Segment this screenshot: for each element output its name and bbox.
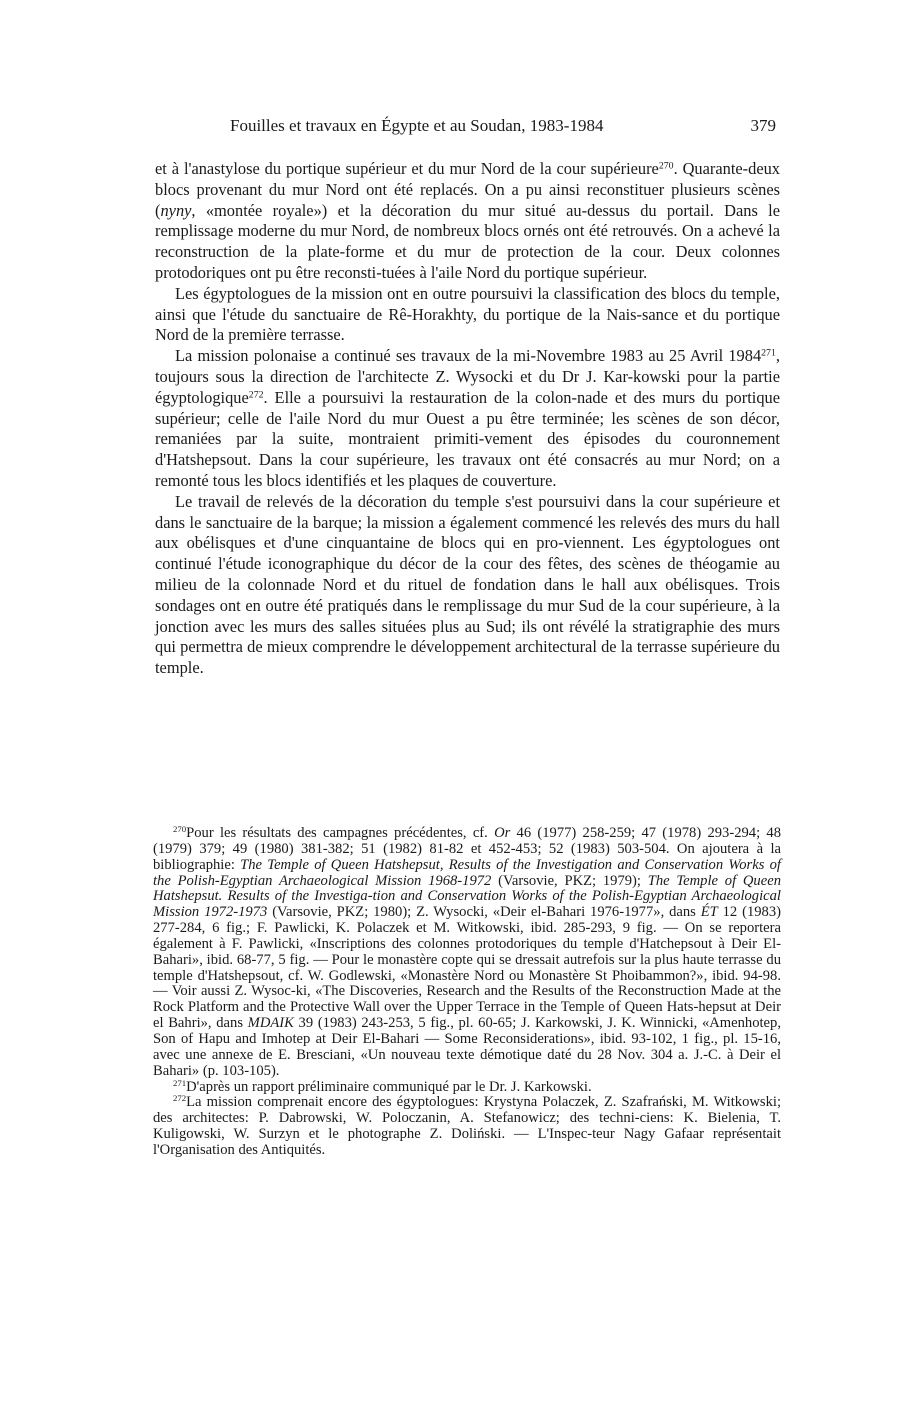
paragraph: Les égyptologues de la mission ont en outre poursuivi la classification des blocs du temple, ainsi que l'étude du sanctuaire de Rê-Horakhty, du portique de la Nais-sance et du portique Nord de la première terrasse. [155, 283, 780, 345]
page-number: 379 [750, 116, 776, 135]
footnote-ref[interactable]: 271 [761, 347, 776, 359]
footnote-270: $^{270}$Pour les résultats des campagnes précédentes, cf. Or 46 (1977) 258-259; 47 (1978) 293-294; 48 (1979) 379; 49 (1980) 381-382; 51 (1982) 81-82 et 452-453; 52 (1983) 503-504. On ajoutera à la bibliographie: The Temple of Queen Hatshepsut, Results of the Investigation and Conservation Works of the Polish-Egyptian Archaeological Mission 1968-1972 (Varsovie, PKZ; 1979); The Temple of Queen Hatshepsut. Results of the Investiga-tion and Conservation Works of the Polish-Egyptian Archaeological Mission 1972-1973 (Varsovie, PKZ; 1980); Z. Wysocki, «Deir el-Bahari 1976-1977», dans ÉT 12 (1983) 277-284, 6 fig.; F. Pawlicki, K. Polaczek et M. Witkowski, ibid. 285-293, 9 fig. — On se reportera également à F. Pawlicki, «Inscriptions des colonnes protodoriques du temple d'Hatchepsout à Deir El-Bahari», ibid. 68-77, 5 fig. — Pour le monastère copte qui se dressait autrefois sur la plus haute terrasse du temple d'Hatshepsout, cf. W. Godlewski, «Monastère Nord ou Monastère St Phoibammon?», ibid. 94-98. — Voir aussi Z. Wysoc-ki, «The Discoveries, Research and the Results of the Reconstruction Made at the Rock Platform and the Protective Wall over the Upper Terrace in the Temple of Queen Hats-hepsut at Deir el Bahri», dans MDAIK 39 (1983) 243-253, 5 fig., pl. 60-65; J. Karkowski, J. K. Winnicki, «Amenhotep, Son of Hapu and Imhotep at Deir El-Bahari — Some Reconsiderations», ibid. 93-102, 1 fig., pl. 15-16, avec une annexe de E. Bresciani, «Un nouveau texte démotique daté du 28 Nov. 304 a. J.-C. à Deir el Bahari» (p. 103-105). [153, 824, 781, 1079]
footnote-ref[interactable]: 272 [248, 389, 264, 401]
running-title: Fouilles et travaux en Égypte et au Soudan, 1983-1984 [230, 116, 604, 135]
footnote-ref[interactable]: 270 [658, 160, 674, 172]
paragraph: et à l'anastylose du portique supérieur et du mur Nord de la cour supérieure$^{270}$. Quarante-deux blocs provenant du mur Nord ont été replacés. On a pu ainsi reconstituer plusieurs scènes (nyny, «montée royale») et la décoration du mur situé au-dessus du portail. Dans le remplissage moderne du mur Nord, de nombreux blocs ornés ont été retrouvés. On a achevé la reconstruction de la plate-forme et du mur de protection de la cour. Deux colonnes protodoriques ont pu être reconsti-tuées à l'aile Nord du portique supérieur. [155, 159, 780, 282]
footnote-number: 270 [173, 824, 187, 835]
footnote-272: $^{272}$La mission comprenait encore des égyptologues: Krystyna Polaczek, Z. Szafrański, M. Witkowski; des architectes: P. Dabrowski, W. Poloczanin, A. Stefanowicz; des techni-ciens: K. Bielenia, T. Kuligowski, W. Surzyn et le photographe Z. Doliński. — L'Inspec-teur Nagy Gafaar représentait l'Organisation des Antiquités. [153, 1093, 781, 1158]
page-header [160, 116, 780, 140]
footnote-271: $^{271}$D'après un rapport préliminaire communiqué par le Dr. J. Karkowski. [173, 1077, 592, 1095]
footnote-number: 271 [173, 1077, 187, 1088]
footnote-number: 272 [173, 1093, 187, 1104]
paragraph: La mission polonaise a continué ses travaux de la mi-Novembre 1983 au 25 Avril 1984$^{271}$, toujours sous la direction de l'architecte Z. Wysocki et du Dr J. Kar-kowski pour la partie égyptologique$^{272}$. Elle a poursuivi la restauration de la colon-nade et des murs du portique supérieur; celle de l'aile Nord du mur Ouest a pu être terminée; les scènes de son décor, remaniées par la suite, montraient primiti-vement des épisodes du couronnement d'Hatshepsout. Dans la cour supérieure, les travaux ont été consacrés au mur Nord; on a remonté tous les blocs identifiés et les plaques de couverture. [155, 346, 780, 490]
paragraph: Le travail de relevés de la décoration du temple s'est poursuivi dans la cour supérieure et dans le sanctuaire de la barque; la mission a également commencé les relevés des murs du hall aux obélisques et d'une cinquantaine de blocs qui en pro-viennent. Les égyptologues ont continué l'étude iconographique du décor de la cour des fêtes, des scènes de théogamie au milieu de la colonnade Nord et du rituel de fondation dans le hall aux obélisques. Trois sondages ont en outre été pratiqués dans le remplissage du mur Sud de la cour supérieure, à la jonction avec les murs des salles situées plus au Sud; ils ont révélé la stratigraphie des murs qui permettra de mieux comprendre le développement architectural de la terrasse supérieure du temple. [155, 491, 780, 678]
body-text [155, 159, 780, 679]
footnotes [153, 826, 781, 1159]
